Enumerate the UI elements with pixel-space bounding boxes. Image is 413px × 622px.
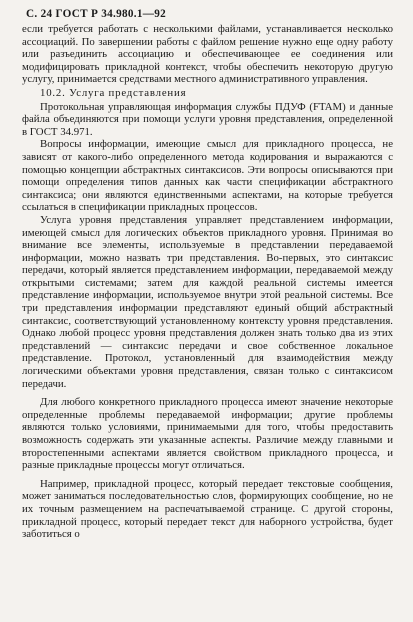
section-title: 10.2. Услуга представления [40,86,187,99]
page-header: С. 24 ГОСТ Р 34.980.1—92 [26,8,167,20]
paragraph-4: Услуга уровня представления управляет представлением информации, имеющей смысл для логических объектов прикладного уровня. Принимая во внимание все элементы, используемые в представлении передаваемой информации, можно назвать три представления. Во-первых, это синтаксис передачи, который является представлением информации, передаваемой между открытыми системами; затем для каждой реальной системы имеется представление информации, используемое внутри этой реальной системы. Все три представления информации представляют единый общий абстрактный синтаксис, соответствующий установленному контексту уровня представления. Однако любой процесс уровня представления должен знать только два из этих представлений — синтаксис передачи и свое собственное локальное представление. Протокол, установленный для взаимодействия между логическими объектами уровня представления, связан только с синтаксисом передачи. [22,213,393,390]
paragraph-3: Вопросы информации, имеющие смысл для прикладного процесса, не зависят от какого-либо определенного метода кодирования и выражаются с помощью концепции абстрактных синтаксисов. Эти вопросы описываются при помощи определения типов данных как части спецификации абстрактного синтаксиса; они являются единственными аспектами, на которые требуется ссылаться в спецификации прикладных процессов. [22,138,393,214]
paragraph-6: Например, прикладной процесс, который передает текстовые сообщения, может заниматься последовательностью слов, формирующих сообщение, но не их точным размещением на распечатываемой странице. С другой стороны, прикладной процесс, который передает текст для наборного устройства, будет заботиться о [22,477,393,541]
paragraph-2: Протокольная управляющая информация службы ПДУФ (FTAM) и данные файла объединяются при помощи услуги уровня представления, определенной в ГОСТ 34.971. [22,100,393,138]
paragraph-1: если требуется работать с несколькими файлами, устанавливается несколько ассоциаций. По завершении работы с файлом решение нужно еще одну работу или разъединить ассоциацию и обеспечивающее ее соединения или модифицировать прикладной контекст, чтобы обеспечить некоторую другую услугу, принимается средствами местного административного управления. [22,23,393,86]
paragraph-5: Для любого конкретного прикладного процесса имеют значение некоторые определенные проблемы передаваемой информации; другие проблемы являются только условиями, принимаемыми для того, чтобы предоставить возможность содержать эти указанные аспекты. Различие между главными и второстепенными аспектами является свойством прикладного процесса, и разные прикладные процессы могут отличаться. [22,396,393,472]
